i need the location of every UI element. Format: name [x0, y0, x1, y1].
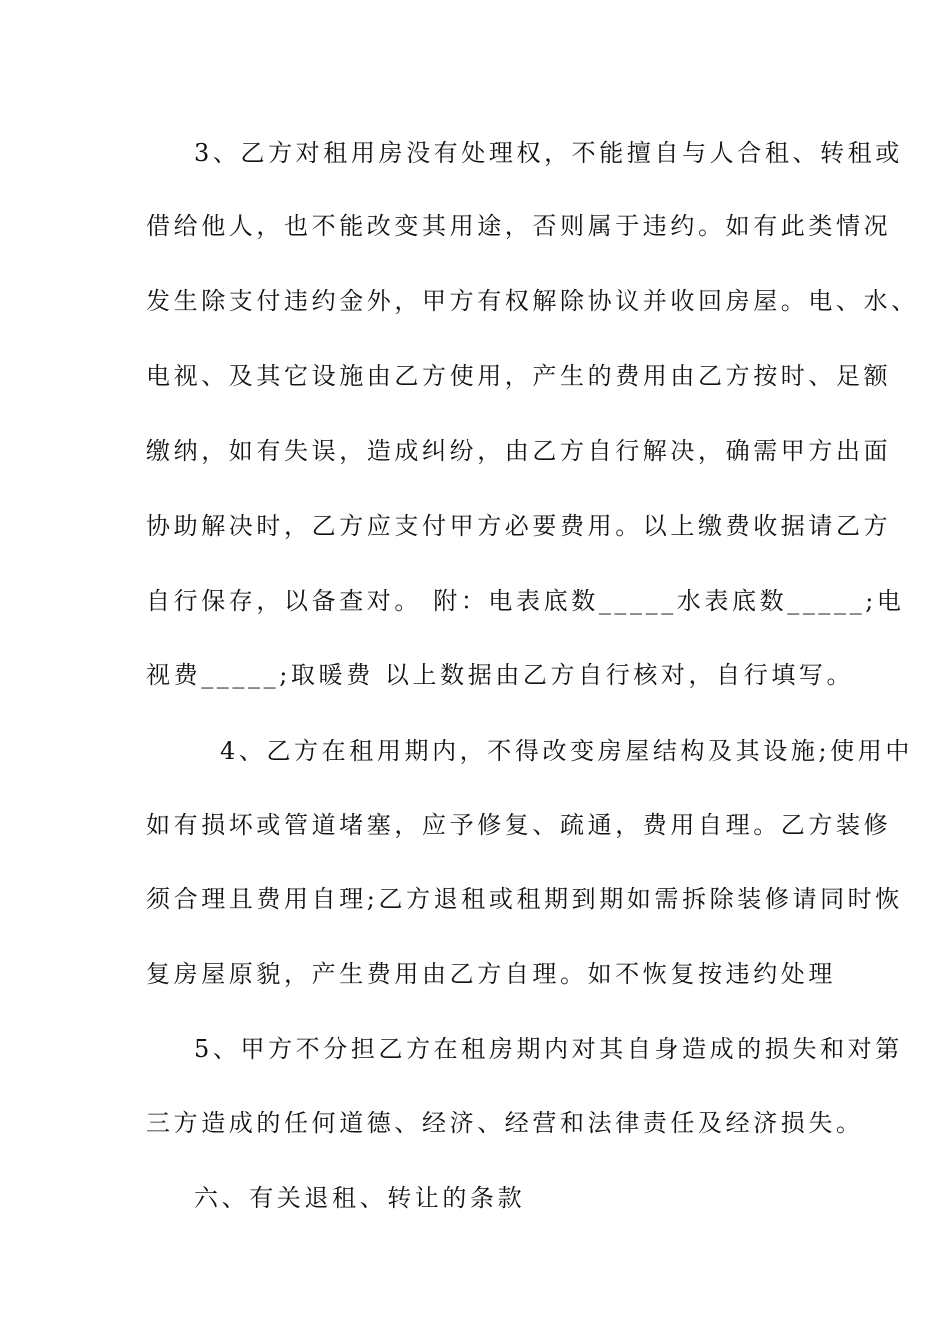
paragraph-3-line-8: 视费_____;取暖费 以上数据由乙方自行核对，自行填写。: [146, 661, 855, 689]
paragraph-3-line-5: 缴纳，如有失误，造成纠纷，由乙方自行解决，确需甲方出面: [146, 437, 892, 465]
section-heading-6: 六、有关退租、转让的条款: [194, 1184, 526, 1212]
paragraph-3-line-2: 借给他人，也不能改变其用途，否则属于违约。如有此类情况: [146, 212, 892, 240]
paragraph-5-line-1: 5、甲方不分担乙方在租房期内对其自身造成的损失和对第: [194, 1035, 903, 1063]
paragraph-5-line-2: 三方造成的任何道德、经济、经营和法律责任及经济损失。: [146, 1109, 864, 1137]
paragraph-4-line-4: 复房屋原貌，产生费用由乙方自理。如不恢复按违约处理: [146, 960, 836, 988]
paragraph-4-line-3: 须合理且费用自理;乙方退租或租期到期如需拆除装修请同时恢: [146, 885, 903, 913]
paragraph-3-line-6: 协助解决时，乙方应支付甲方必要费用。以上缴费收据请乙方: [146, 512, 892, 540]
paragraph-4-line-1: 4、乙方在租用期内，不得改变房屋结构及其设施;使用中: [220, 737, 913, 765]
paragraph-4-line-2: 如有损坏或管道堵塞，应予修复、疏通，费用自理。乙方装修: [146, 811, 892, 839]
paragraph-3-line-4: 电视、及其它设施由乙方使用，产生的费用由乙方按时、足额: [146, 362, 892, 390]
paragraph-3-line-3: 发生除支付违约金外，甲方有权解除协议并收回房屋。电、水、: [146, 287, 919, 315]
paragraph-3-line-1: 3、乙方对租用房没有处理权，不能擅自与人合租、转租或: [194, 139, 903, 167]
paragraph-3-line-7: 自行保存，以备查对。 附：电表底数_____水表底数_____;电: [146, 587, 905, 615]
